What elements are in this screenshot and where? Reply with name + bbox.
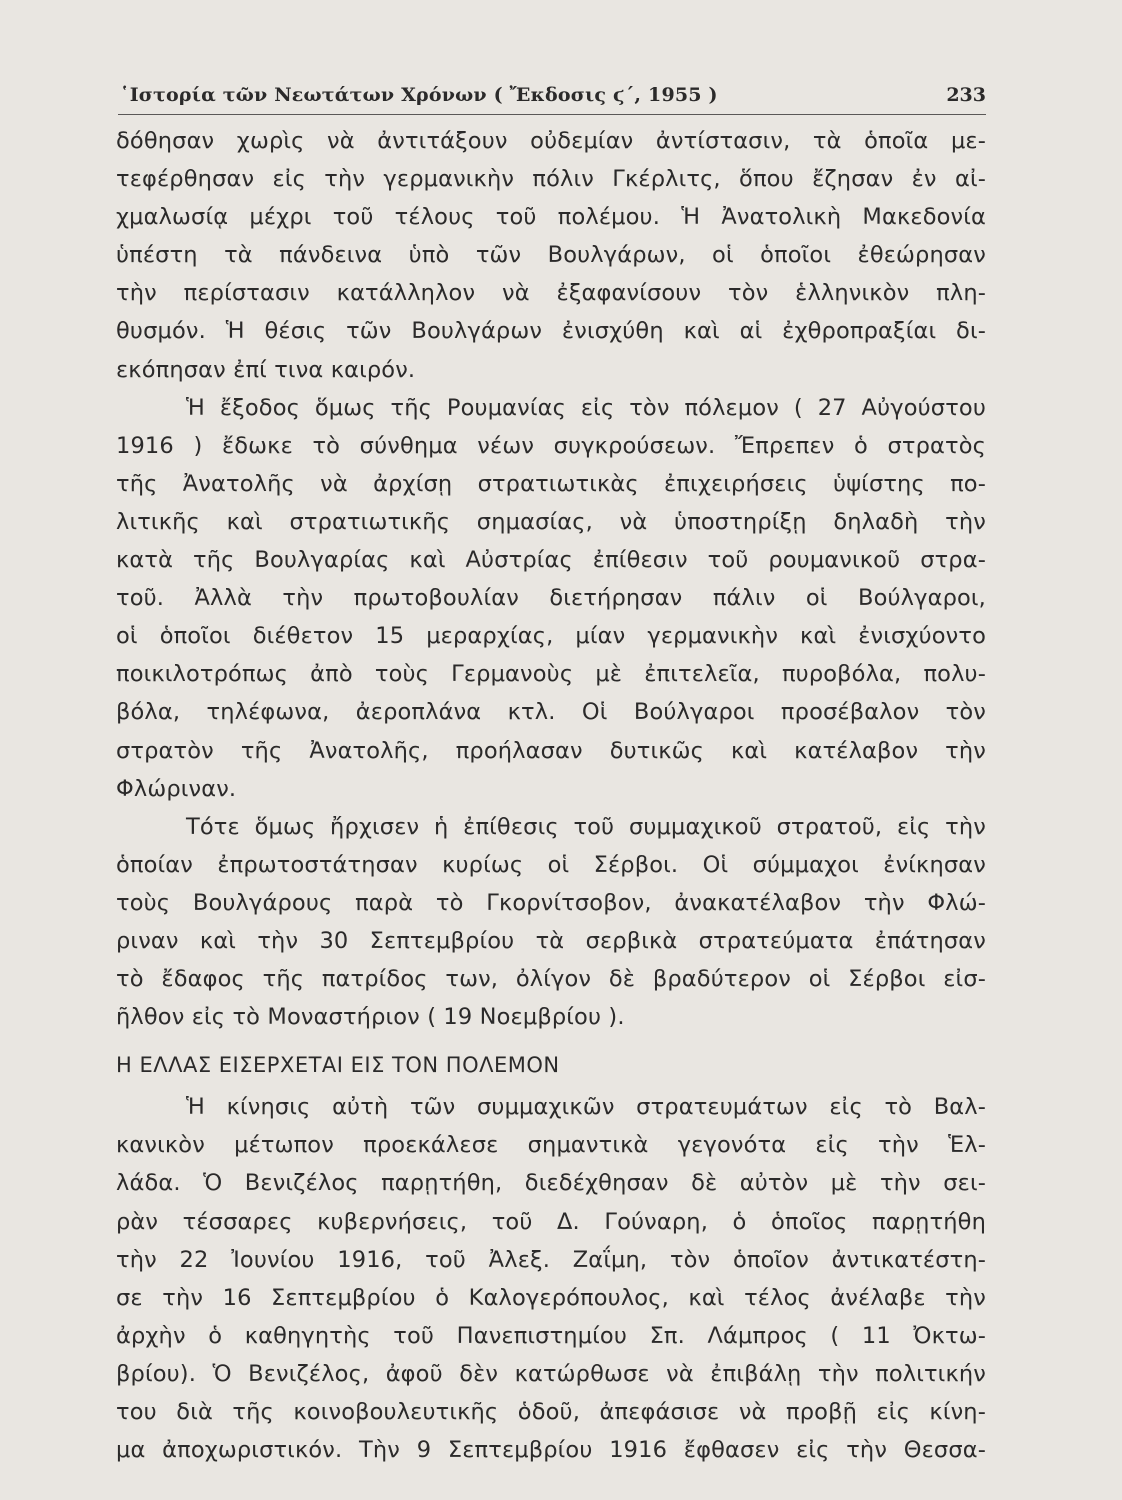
- text-line: δόθησαν χωρὶς νὰ ἀντιτάξουν οὐδεμίαν ἀντίστασιν, τὰ ὁποῖα με-: [116, 128, 986, 154]
- text-line: θυσμόν. Ἡ θέσις τῶν Βουλγάρων ἐνισχύθη καὶ αἱ ἐχθροπραξίαι δι-: [116, 318, 986, 345]
- text-line: εκόπησαν ἐπί τινα καιρόν.: [116, 356, 416, 383]
- text-line: λιτικῆς καὶ στρατιωτικῆς σημασίας, νὰ ὑποστηρίξῃ δηλαδὴ τὴν: [116, 508, 986, 535]
- text-line: Ἡ κίνησις αὐτὴ τῶν συμμαχικῶν στρατευμάτων εἰς τὸ Βαλ-: [186, 1094, 986, 1121]
- text-line: ρὰν τέσσαρες κυβερνήσεις, τοῦ Δ. Γούναρη, ὁ ὁποῖος παρῃτήθη: [116, 1208, 986, 1235]
- text-line: λάδα. Ὁ Βενιζέλος παρῃτήθη, διεδέχθησαν δὲ αὐτὸν μὲ τὴν σει-: [116, 1170, 986, 1197]
- text-line: στρατὸν τῆς Ἀνατολῆς, προήλασαν δυτικῶς καὶ κατέλαβον τὴν: [116, 737, 986, 764]
- text-line: του διὰ τῆς κοινοβουλευτικῆς ὁδοῦ, ἀπεφάσισε νὰ προβῇ εἰς κίνη-: [116, 1399, 986, 1425]
- text-line: ὑπέστη τὰ πάνδεινα ὑπὸ τῶν Βουλγάρων, οἱ ὁποῖοι ἐθεώρησαν: [116, 242, 986, 269]
- text-line: βόλα, τηλέφωνα, ἀεροπλάνα κτλ. Οἱ Βούλγαροι προσέβαλον τὸν: [116, 699, 986, 726]
- text-line: βρίου). Ὁ Βενιζέλος, ἀφοῦ δὲν κατώρθωσε νὰ ἐπιβάλῃ τὴν πολιτικήν: [116, 1360, 986, 1387]
- text-line: τοὺς Βουλγάρους παρὰ τὸ Γκορνίτσοβον, ἀνακατέλαβον τὴν Φλώ-: [116, 889, 986, 916]
- paragraph-2: [116, 389, 986, 808]
- running-header: [118, 78, 986, 115]
- text-line: κανικὸν μέτωπον προεκάλεσε σημαντικὰ γεγονότα εἰς τὴν Ἑλ-: [116, 1132, 986, 1159]
- page-number: 233: [946, 84, 986, 106]
- text-line: σε τὴν 16 Σεπτεμβρίου ὁ Καλογερόπουλος, καὶ τέλος ἀνέλαβε τὴν: [116, 1284, 986, 1311]
- text-line: ὁποίαν ἐπρωτοστάτησαν κυρίως οἱ Σέρβοι. Οἱ σύμμαχοι ἐνίκησαν: [116, 851, 986, 878]
- text-line: χμαλωσίᾳ μέχρι τοῦ τέλους τοῦ πολέμου. Ἡ Ἀνατολικὴ Μακεδονία: [116, 204, 986, 231]
- text-line: οἱ ὁποῖοι διέθετον 15 μεραρχίας, μίαν γερμανικὴν καὶ ἐνισχύοντο: [116, 623, 986, 650]
- book-title: ῾Ιστορία τῶν Νεωτάτων Χρόνων ( Ἔκδοσις ϛ΄, 1955 ): [120, 84, 718, 106]
- text-line: 1916 ) ἔδωκε τὸ σύνθημα νέων συγκρούσεων. Ἔπρεπεν ὁ στρατὸς: [116, 432, 986, 459]
- paragraph-4: [116, 1088, 986, 1469]
- text-line: τὴν περίστασιν κατάλληλον νὰ ἐξαφανίσουν τὸν ἑλληνικὸν πλη-: [116, 280, 986, 307]
- text-line: τοῦ. Ἀλλὰ τὴν πρωτοβουλίαν διετήρησαν πάλιν οἱ Βούλγαροι,: [116, 585, 986, 612]
- text-line: τὴν 22 Ἰουνίου 1916, τοῦ Ἀλεξ. Ζαΐμη, τὸν ὁποῖον ἀντικατέστη-: [116, 1246, 986, 1273]
- paragraph-3: [116, 808, 986, 1037]
- paragraph-1: [116, 122, 986, 389]
- text-line: ἀρχὴν ὁ καθηγητὴς τοῦ Πανεπιστημίου Σπ. Λάμπρος ( 11 Ὀκτω-: [116, 1322, 986, 1349]
- text-line: ποικιλοτρόπως ἀπὸ τοὺς Γερμανοὺς μὲ ἐπιτελεῖα, πυροβόλα, πολυ-: [116, 661, 986, 688]
- text-line: ριναν καὶ τὴν 30 Σεπτεμβρίου τὰ σερβικὰ στρατεύματα ἐπάτησαν: [116, 927, 986, 954]
- text-line: Φλώριναν.: [116, 775, 237, 802]
- text-line: τεφέρθησαν εἰς τὴν γερμανικὴν πόλιν Γκέρλιτς, ὅπου ἔζησαν ἐν αἰ-: [116, 166, 986, 193]
- text-line: Τότε ὅμως ἤρχισεν ἡ ἐπίθεσις τοῦ συμμαχικοῦ στρατοῦ, εἰς τὴν: [186, 813, 986, 840]
- text-line: μα ἀποχωριστικόν. Τὴν 9 Σεπτεμβρίου 1916 ἔφθασεν εἰς τὴν Θεσσα-: [116, 1437, 986, 1464]
- section-heading: Η ΕΛΛΑΣ ΕΙΣΕΡΧΕΤΑΙ ΕΙΣ ΤΟΝ ΠΟΛΕΜΟΝ: [116, 1053, 560, 1078]
- text-line: Ἡ ἔξοδος ὅμως τῆς Ρουμανίας εἰς τὸν πόλεμον ( 27 Αὐγούστου: [186, 394, 986, 421]
- page-body: [116, 122, 986, 1469]
- text-line: τῆς Ἀνατολῆς νὰ ἀρχίσῃ στρατιωτικὰς ἐπιχειρήσεις ὑψίστης πο-: [116, 470, 986, 497]
- text-line: κατὰ τῆς Βουλγαρίας καὶ Αὐστρίας ἐπίθεσιν τοῦ ρουμανικοῦ στρα-: [116, 547, 986, 574]
- text-line: ῆλθον εἰς τὸ Μοναστήριον ( 19 Νοεμβρίου ).: [116, 1004, 625, 1031]
- text-line: τὸ ἔδαφος τῆς πατρίδος των, ὀλίγον δὲ βραδύτερον οἱ Σέρβοι εἰσ-: [116, 966, 986, 993]
